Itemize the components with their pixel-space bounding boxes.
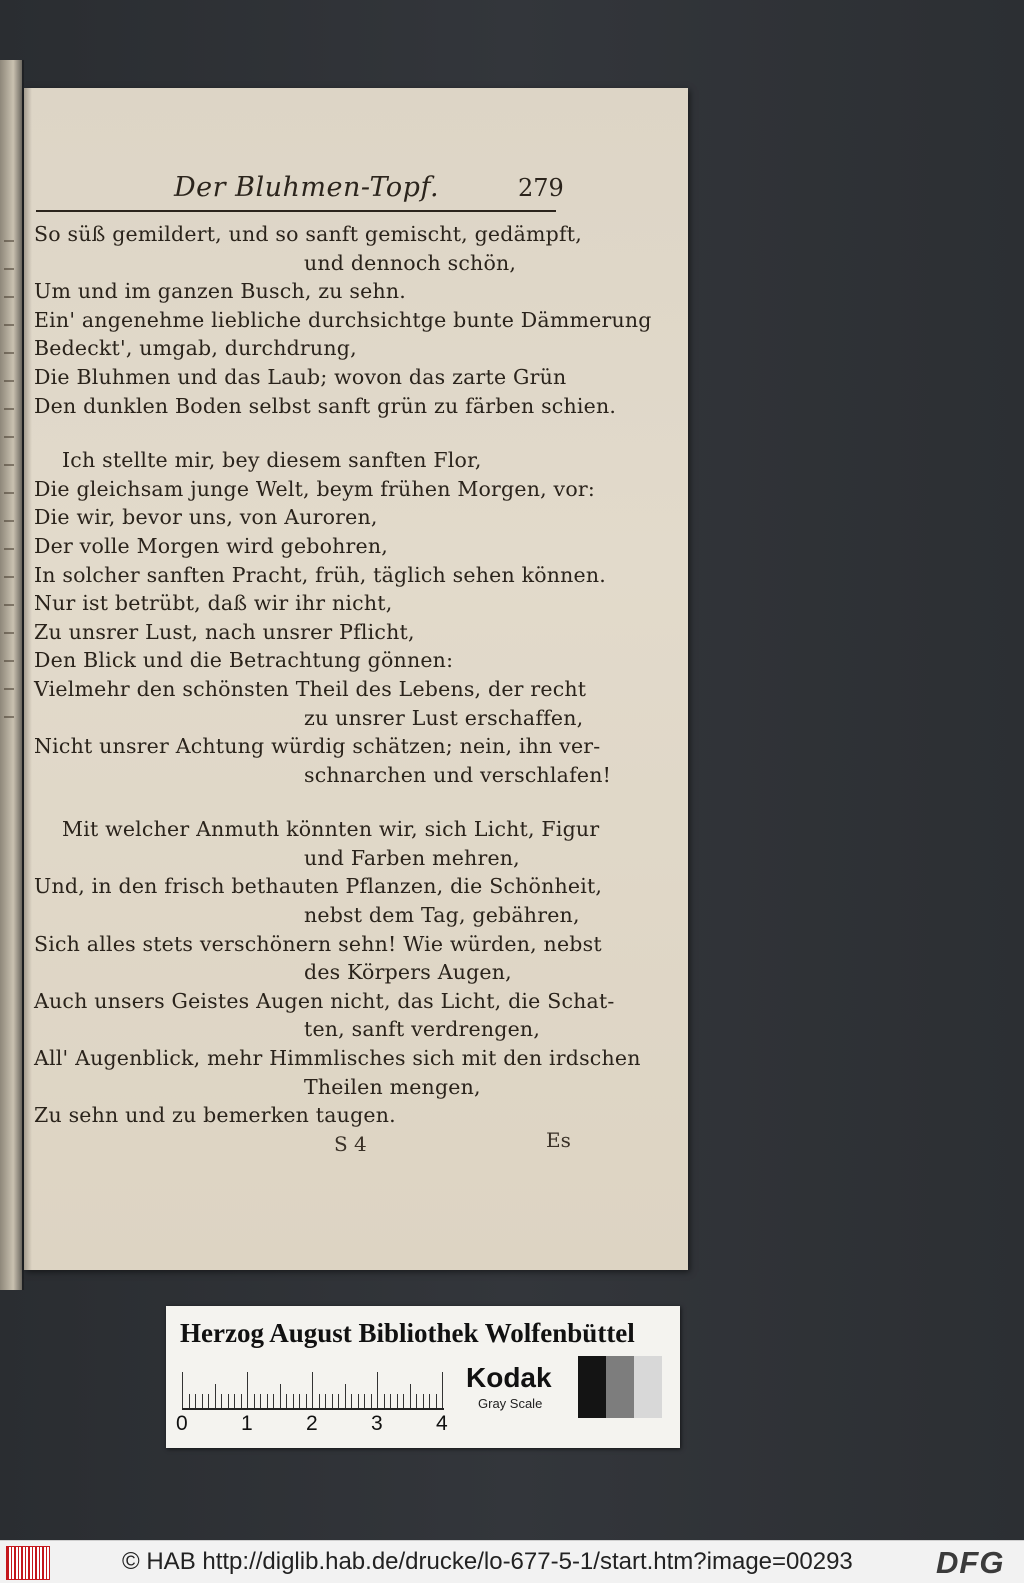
gray-swatch bbox=[578, 1356, 606, 1418]
ruler-tick bbox=[319, 1394, 320, 1408]
verse-line: All' Augenblick, mehr Himmlisches sich mit den irdschen bbox=[34, 1046, 641, 1071]
verse-line: Sich alles stets verschönern sehn! Wie würden, nebst bbox=[34, 931, 602, 956]
edge-mark bbox=[4, 436, 14, 438]
ruler-tick bbox=[312, 1372, 313, 1408]
ruler-tick bbox=[306, 1394, 307, 1408]
page-number: 279 bbox=[518, 174, 564, 202]
ruler-tick bbox=[442, 1372, 443, 1408]
verse-line: Zu sehn und zu bemerken taugen. bbox=[34, 1103, 396, 1128]
ruler-label: 3 bbox=[371, 1412, 383, 1435]
ruler-tick bbox=[423, 1394, 424, 1408]
barcode-icon bbox=[6, 1546, 50, 1580]
verse-line: Mit welcher Anmuth könnten wir, sich Licht, Figur bbox=[62, 817, 600, 842]
ruler-tick bbox=[202, 1394, 203, 1408]
verse-line: nebst dem Tag, gebähren, bbox=[304, 903, 580, 928]
color-calibration-card bbox=[166, 1306, 680, 1448]
edge-mark bbox=[4, 520, 14, 522]
ruler-label: 0 bbox=[176, 1412, 188, 1435]
ruler-tick bbox=[377, 1372, 378, 1408]
stanza-break bbox=[34, 789, 574, 815]
viewer-footer bbox=[0, 1540, 1024, 1583]
verse-line: Nicht unsrer Achtung würdig schätzen; nein, ihn ver- bbox=[34, 734, 601, 759]
ruler-tick bbox=[384, 1394, 385, 1408]
ruler-tick bbox=[332, 1394, 333, 1408]
ruler-tick bbox=[234, 1394, 235, 1408]
verse-line: und dennoch schön, bbox=[304, 250, 517, 275]
ruler-tick bbox=[390, 1394, 391, 1408]
verse-line: Vielmehr den schönsten Theil des Lebens, der recht bbox=[34, 676, 587, 701]
ruler-tick bbox=[351, 1394, 352, 1408]
ruler-tick bbox=[267, 1394, 268, 1408]
edge-mark bbox=[4, 632, 14, 634]
gray-scale-label: Gray Scale bbox=[478, 1396, 543, 1411]
ruler-tick bbox=[247, 1372, 248, 1408]
ruler-tick bbox=[358, 1394, 359, 1408]
edge-mark bbox=[4, 324, 14, 326]
verse-line: Der volle Morgen wird gebohren, bbox=[34, 533, 388, 558]
ruler-label: 2 bbox=[306, 1412, 318, 1435]
ruler-tick bbox=[371, 1394, 372, 1408]
edge-mark bbox=[4, 492, 14, 494]
ruler-tick bbox=[215, 1384, 216, 1408]
gray-scale-swatches bbox=[578, 1356, 662, 1418]
verse-line: Ein' angenehme liebliche durchsichtge bunte Dämmerung bbox=[34, 307, 652, 332]
verse-line: Zu unsrer Lust, nach unsrer Pflicht, bbox=[34, 619, 415, 644]
ruler-tick bbox=[182, 1372, 183, 1408]
previous-page-edge bbox=[0, 60, 24, 1290]
verse-line: Die wir, bevor uns, von Auroren, bbox=[34, 505, 378, 530]
ruler-tick bbox=[273, 1394, 274, 1408]
edge-mark bbox=[4, 408, 14, 410]
verse-line: Die gleichsam junge Welt, beym frühen Morgen, vor: bbox=[34, 476, 595, 501]
verse-line: Theilen mengen, bbox=[304, 1074, 481, 1099]
ruler-tick bbox=[241, 1394, 242, 1408]
verse-line: des Körpers Augen, bbox=[304, 960, 512, 985]
edge-mark bbox=[4, 352, 14, 354]
edge-mark bbox=[4, 268, 14, 270]
verse-line: So süß gemildert, und so sanft gemischt, gedämpft, bbox=[34, 222, 582, 246]
running-head: Der Bluhmen-Topf. bbox=[174, 172, 440, 203]
edge-mark bbox=[4, 296, 14, 298]
ruler-tick bbox=[410, 1384, 411, 1408]
edge-mark bbox=[4, 464, 14, 466]
ruler-tick bbox=[416, 1394, 417, 1408]
ruler-tick bbox=[364, 1394, 365, 1408]
ruler-tick bbox=[254, 1394, 255, 1408]
verse-line: Ich stellte mir, bey diesem sanften Flor, bbox=[62, 448, 482, 473]
edge-mark bbox=[4, 576, 14, 578]
edge-mark bbox=[4, 688, 14, 690]
verse-line: In solcher sanften Pracht, früh, täglich sehen können. bbox=[34, 562, 607, 587]
catchword: Es bbox=[546, 1128, 571, 1152]
edge-mark bbox=[4, 716, 14, 718]
verse-line: Nur ist betrübt, daß wir ihr nicht, bbox=[34, 591, 393, 616]
verse-line: Und, in den frisch bethauten Pflanzen, die Schönheit, bbox=[34, 874, 603, 899]
dfg-logo: DFG bbox=[936, 1545, 1005, 1580]
poem-text bbox=[34, 220, 652, 1130]
ruler-tick bbox=[293, 1394, 294, 1408]
verse-line: Auch unsers Geistes Augen nicht, das Licht, die Schat- bbox=[34, 988, 615, 1013]
ruler-tick bbox=[260, 1394, 261, 1408]
edge-mark bbox=[4, 380, 14, 382]
verse-line: Den Blick und die Betrachtung gönnen: bbox=[34, 648, 454, 673]
gray-swatch bbox=[606, 1356, 634, 1418]
signature-mark: S 4 bbox=[334, 1132, 367, 1156]
edge-mark bbox=[4, 240, 14, 242]
ruler-tick bbox=[208, 1394, 209, 1408]
verse-line: ten, sanft verdrengen, bbox=[304, 1017, 541, 1042]
ruler-tick bbox=[429, 1394, 430, 1408]
copyright-link[interactable]: © HAB http://diglib.hab.de/drucke/lo-677-5-1/start.htm?image=00293 bbox=[122, 1548, 853, 1575]
ruler-tick bbox=[286, 1394, 287, 1408]
ruler-tick bbox=[397, 1394, 398, 1408]
ruler-tick bbox=[228, 1394, 229, 1408]
verse-line: Den dunklen Boden selbst sanft grün zu färben schien. bbox=[34, 393, 617, 418]
book-page bbox=[24, 88, 688, 1270]
ruler-tick bbox=[403, 1394, 404, 1408]
ruler-tick bbox=[345, 1384, 346, 1408]
edge-mark bbox=[4, 604, 14, 606]
ruler-label: 4 bbox=[436, 1412, 448, 1435]
ruler-tick bbox=[189, 1394, 190, 1408]
scale-ruler bbox=[182, 1368, 444, 1410]
edge-mark bbox=[4, 660, 14, 662]
ruler-tick bbox=[436, 1394, 437, 1408]
ruler-tick bbox=[338, 1394, 339, 1408]
stanza-break bbox=[34, 420, 574, 446]
ruler-tick bbox=[221, 1394, 222, 1408]
ruler-label: 1 bbox=[241, 1412, 253, 1435]
library-name: Herzog August Bibliothek Wolfenbüttel bbox=[180, 1318, 635, 1348]
gray-swatch bbox=[634, 1356, 662, 1418]
kodak-logo: Kodak bbox=[466, 1362, 552, 1393]
verse-line: schnarchen und verschlafen! bbox=[304, 762, 612, 787]
verse-line: Bedeckt', umgab, durchdrung, bbox=[34, 336, 357, 361]
header-rule bbox=[36, 210, 556, 212]
verse-line: Die Bluhmen und das Laub; wovon das zarte Grün bbox=[34, 364, 567, 389]
ruler-tick bbox=[195, 1394, 196, 1408]
verse-line: zu unsrer Lust erschaffen, bbox=[304, 705, 584, 730]
ruler-tick bbox=[299, 1394, 300, 1408]
verse-line: und Farben mehren, bbox=[304, 845, 520, 870]
edge-mark bbox=[4, 548, 14, 550]
ruler-tick bbox=[325, 1394, 326, 1408]
ruler-tick bbox=[280, 1384, 281, 1408]
verse-line: Um und im ganzen Busch, zu sehn. bbox=[34, 279, 406, 304]
